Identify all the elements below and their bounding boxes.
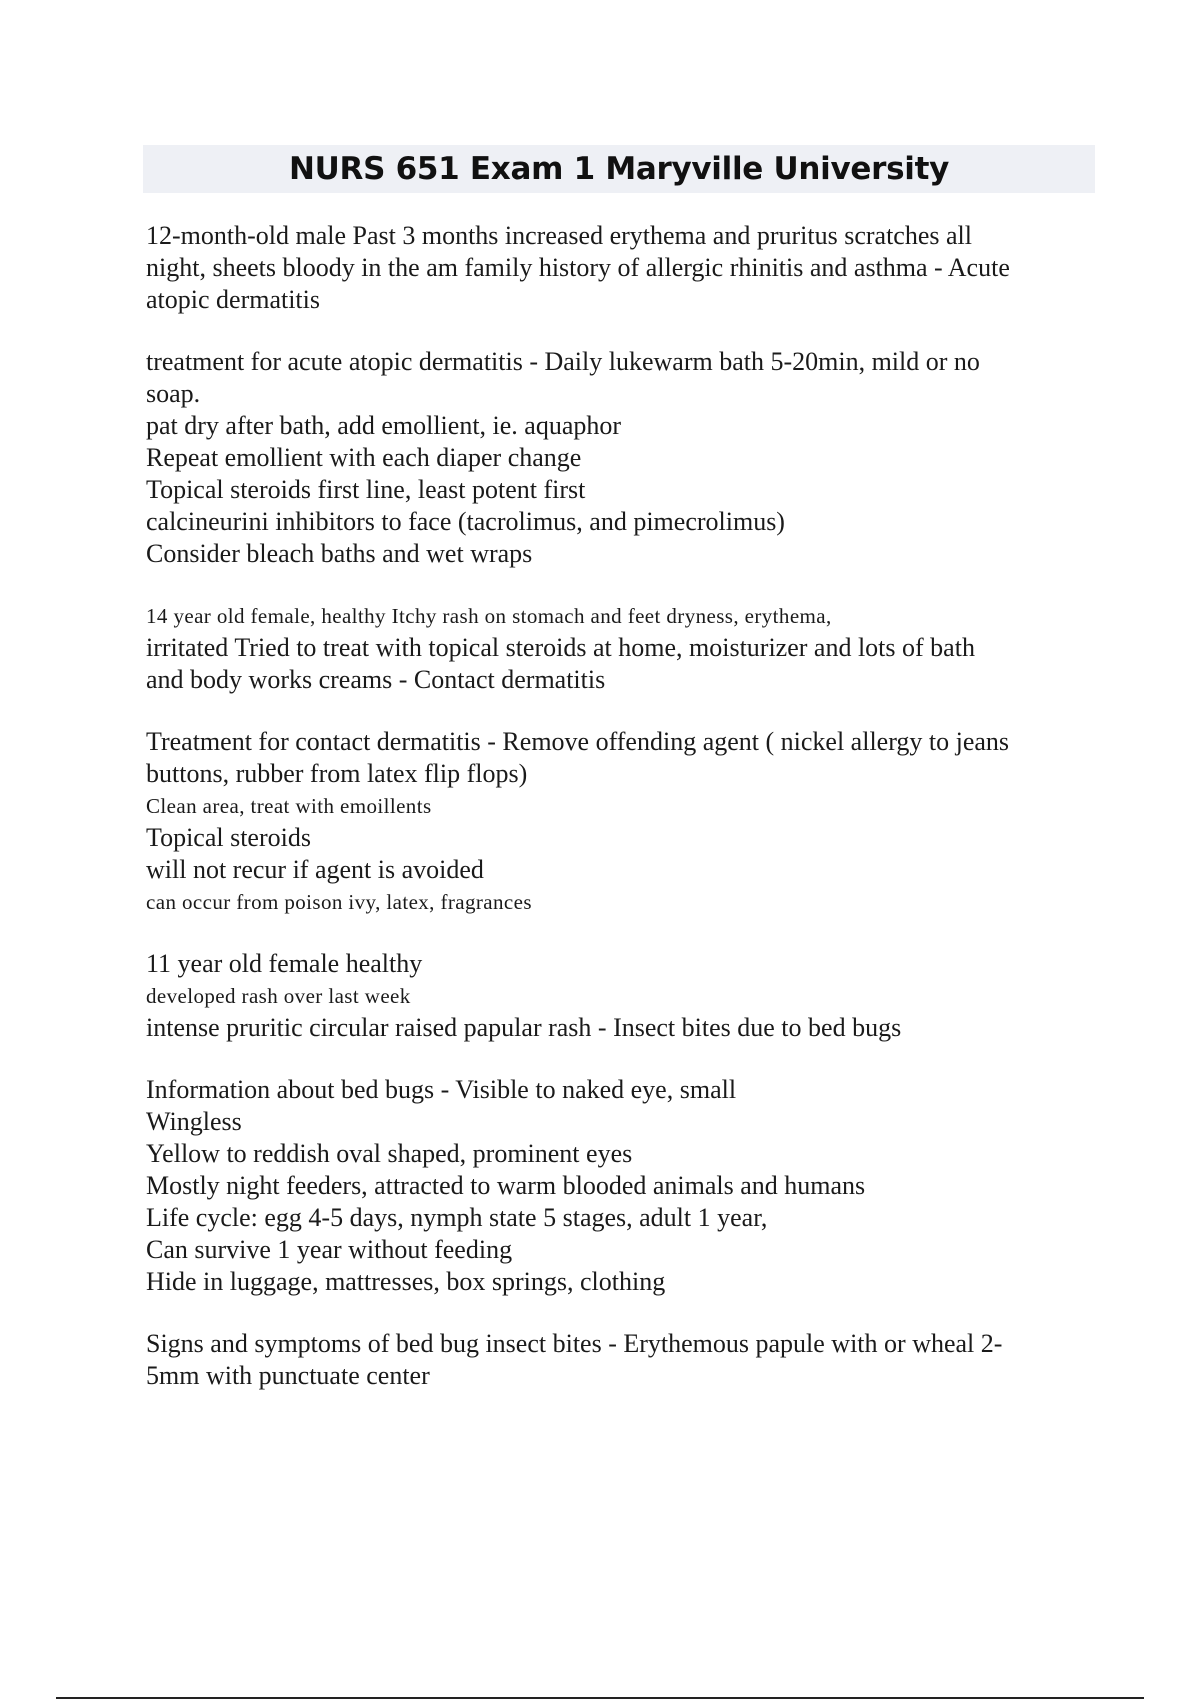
text-line: Signs and symptoms of bed bug insect bites - Erythemous papule with or wheal 2- [146,1329,1003,1358]
text-line: Mostly night feeders, attracted to warm blooded animals and humans [146,1171,866,1200]
text-line: Topical steroids [146,823,311,852]
text-line: irritated Tried to treat with topical steroids at home, moisturizer and lots of bath [146,633,975,662]
text-line: 5mm with punctuate center [146,1361,430,1390]
text-line: night, sheets bloody in the am family history of allergic rhinitis and asthma - Acute [146,253,1010,282]
document-title: NURS 651 Exam 1 Maryville University [288,151,949,187]
qa-block-bedbug-case [146,948,1096,1044]
text-line: Life cycle: egg 4-5 days, nymph state 5 stages, adult 1 year, [146,1203,768,1232]
text-line: Repeat emollient with each diaper change [146,443,582,472]
text-line: 14 year old female, healthy Itchy rash on stomach and feet dryness, erythema, [146,604,832,628]
text-line: pat dry after bath, add emollient, ie. aquaphor [146,411,622,440]
text-line: calcineurini inhibitors to face (tacrolimus, and pimecrolimus) [146,507,785,536]
text-line: Hide in luggage, mattresses, box springs, clothing [146,1267,666,1296]
text-line: atopic dermatitis [146,285,321,314]
text-line: Topical steroids first line, least potent first [146,475,586,504]
text-line: Consider bleach baths and wet wraps [146,539,533,568]
text-line: 11 year old female healthy [146,949,423,978]
qa-block-atopic-treatment [146,346,1096,570]
qa-block-contact-treatment [146,726,1096,918]
text-line: treatment for acute atopic dermatitis - Daily lukewarm bath 5-20min, mild or no [146,347,980,376]
text-line: 12-month-old male Past 3 months increased erythema and pruritus scratches all [146,221,972,250]
text-line: buttons, rubber from latex flip flops) [146,759,528,788]
text-line: Treatment for contact dermatitis - Remove offending agent ( nickel allergy to jeans [146,727,1010,756]
title-bar [143,145,1095,193]
qa-block-atopic-case [146,220,1096,316]
text-line: and body works creams - Contact dermatitis [146,665,606,694]
footer-divider [56,1697,1144,1699]
qa-block-bedbug-symptoms [146,1328,1096,1392]
text-line: Yellow to reddish oval shaped, prominent eyes [146,1139,633,1168]
qa-block-contact-case [146,600,1096,696]
document-body [146,220,1096,1422]
text-line: soap. [146,379,201,408]
text-line: Can survive 1 year without feeding [146,1235,513,1264]
text-line: Wingless [146,1107,242,1136]
qa-block-bedbug-info [146,1074,1096,1298]
text-line: can occur from poison ivy, latex, fragrances [146,890,532,914]
text-line: developed rash over last week [146,984,411,1008]
text-line: will not recur if agent is avoided [146,855,484,884]
text-line: intense pruritic circular raised papular rash - Insect bites due to bed bugs [146,1013,902,1042]
text-line: Clean area, treat with emoillents [146,794,432,818]
text-line: Information about bed bugs - Visible to naked eye, small [146,1075,737,1104]
